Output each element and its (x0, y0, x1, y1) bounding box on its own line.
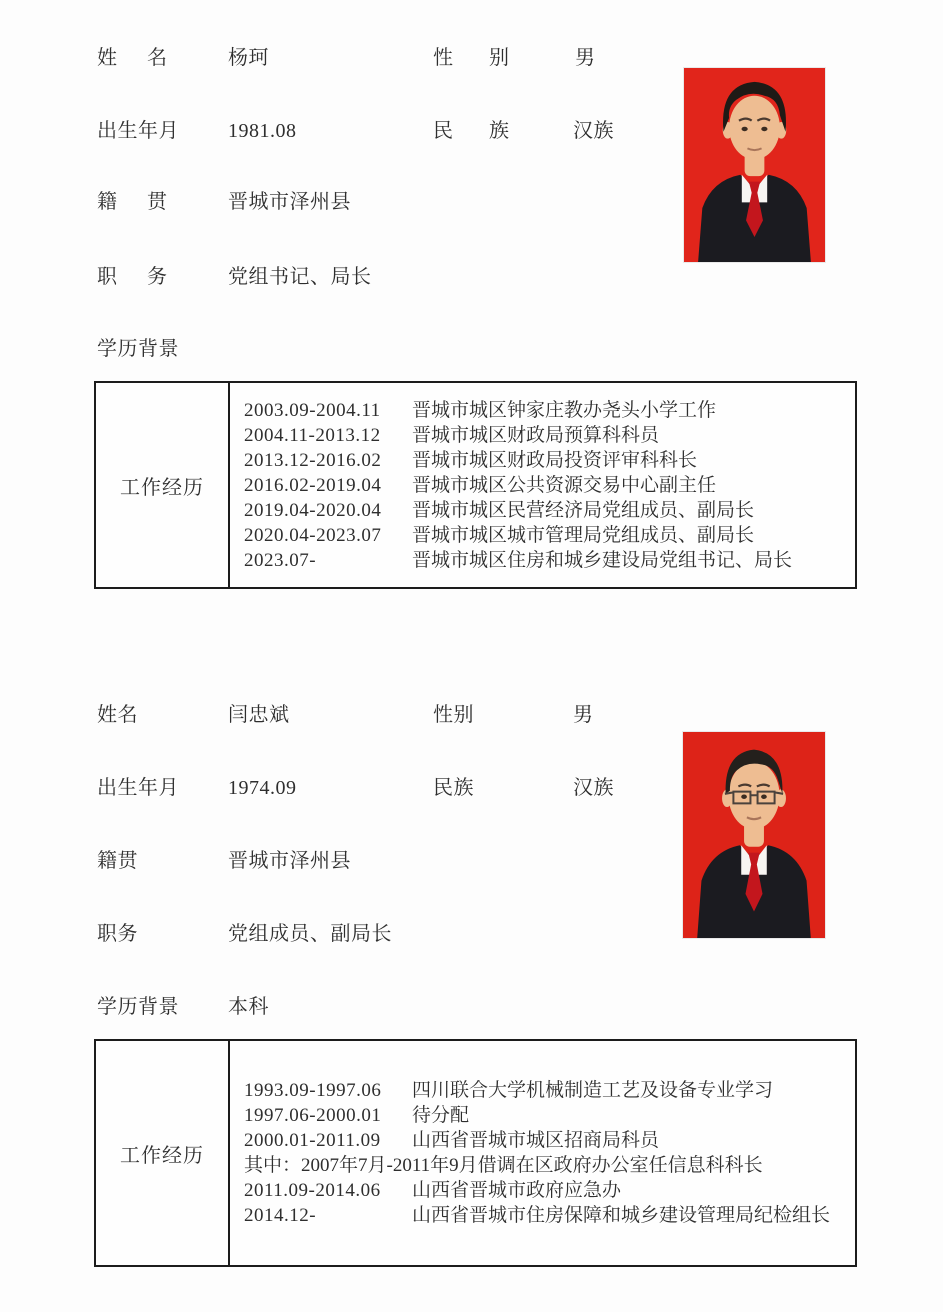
work-history-header: 工作经历 (96, 383, 230, 587)
id-photo (684, 68, 825, 262)
work-date: 2014.12- (244, 1205, 317, 1226)
work-date: 2019.04-2020.04 (244, 499, 382, 521)
work-desc: 山西省晋城市城区招商局科员 (412, 1130, 660, 1151)
birth-label: 出生年月 (97, 120, 179, 142)
name-value: 闫忠斌 (228, 704, 290, 726)
work-history-row (244, 523, 849, 548)
work-desc: 晋城市城区城市管理局党组成员、副局长 (412, 524, 755, 546)
work-desc: 晋城市城区钟家庄教办尧头小学工作 (412, 399, 717, 421)
gender-value: 男 (575, 47, 596, 69)
work-history-row (244, 498, 849, 523)
work-history-row (244, 423, 849, 448)
work-date: 2013.12-2016.02 (244, 449, 382, 471)
position-value: 党组书记、局长 (228, 266, 372, 288)
id-photo (683, 732, 825, 938)
work-date: 2004.11-2013.12 (244, 424, 381, 446)
ethnicity-value: 汉族 (573, 777, 614, 799)
birth-label: 出生年月 (97, 777, 179, 799)
name-label: 姓名 (97, 704, 138, 726)
birth-value: 1974.09 (228, 777, 297, 799)
education-value: 本科 (228, 996, 269, 1018)
gender-label: 性 别 (433, 47, 509, 69)
work-desc: 晋城市城区公共资源交易中心副主任 (412, 474, 717, 496)
work-date: 2011.09-2014.06 (244, 1180, 381, 1201)
work-history-row (244, 448, 849, 473)
position-label: 职 务 (97, 266, 167, 288)
work-desc: 其中：2007年7月-2011年9月借调在区政府办公室任信息科科长 (244, 1155, 763, 1176)
origin-value: 晋城市泽州县 (228, 850, 351, 872)
work-history-row (244, 1128, 849, 1153)
work-desc: 晋城市城区财政局投资评审科科长 (412, 449, 698, 471)
work-history-row (244, 398, 849, 423)
work-desc: 待分配 (412, 1105, 470, 1126)
work-date: 2000.01-2011.09 (244, 1130, 381, 1151)
work-history-row (244, 1178, 849, 1203)
eye-right (761, 795, 767, 799)
eye-right (761, 127, 767, 131)
eye-left (742, 127, 748, 131)
work-date: 1993.09-1997.06 (244, 1080, 382, 1101)
position-label: 职务 (97, 923, 138, 945)
work-history-row (244, 1203, 849, 1228)
work-history-row (244, 548, 849, 573)
origin-label: 籍 贯 (97, 191, 167, 213)
eye-left (741, 795, 747, 799)
origin-label: 籍贯 (97, 850, 138, 872)
work-history-row-note (244, 1153, 849, 1178)
work-history-row (244, 1078, 849, 1103)
ethnicity-label: 民族 (433, 777, 474, 799)
work-desc: 山西省晋城市政府应急办 (412, 1180, 622, 1201)
work-date: 2003.09-2004.11 (244, 399, 381, 421)
position-value: 党组成员、副局长 (228, 923, 392, 945)
work-history-table (94, 1039, 857, 1267)
education-label: 学历背景 (97, 996, 179, 1018)
name-label: 姓 名 (97, 47, 167, 69)
gender-value: 男 (573, 704, 594, 726)
ethnicity-label: 民 族 (433, 120, 509, 142)
name-value: 杨珂 (228, 47, 269, 69)
origin-value: 晋城市泽州县 (228, 191, 351, 213)
work-history-row (244, 473, 849, 498)
work-history-header: 工作经历 (96, 1041, 230, 1265)
work-history-row (244, 1103, 849, 1128)
work-history-entries (230, 1041, 855, 1265)
work-history-entries (230, 383, 855, 587)
ethnicity-value: 汉族 (573, 120, 614, 142)
work-date: 2016.02-2019.04 (244, 474, 382, 496)
work-history-table (94, 381, 857, 589)
work-date: 2023.07- (244, 549, 317, 571)
portrait-photo-graphic (683, 732, 825, 938)
education-label: 学历背景 (97, 338, 179, 360)
work-desc: 山西省晋城市住房保障和城乡建设管理局纪检组长 (412, 1205, 831, 1226)
portrait-photo-graphic (684, 68, 825, 262)
work-date: 2020.04-2023.07 (244, 524, 382, 546)
work-desc: 四川联合大学机械制造工艺及设备专业学习 (412, 1080, 774, 1101)
work-desc: 晋城市城区住房和城乡建设局党组书记、局长 (412, 549, 793, 571)
gender-label: 性别 (433, 704, 474, 726)
work-date: 1997.06-2000.01 (244, 1105, 382, 1126)
birth-value: 1981.08 (228, 120, 297, 142)
work-desc: 晋城市城区民营经济局党组成员、副局长 (412, 499, 755, 521)
work-desc: 晋城市城区财政局预算科科员 (412, 424, 660, 446)
